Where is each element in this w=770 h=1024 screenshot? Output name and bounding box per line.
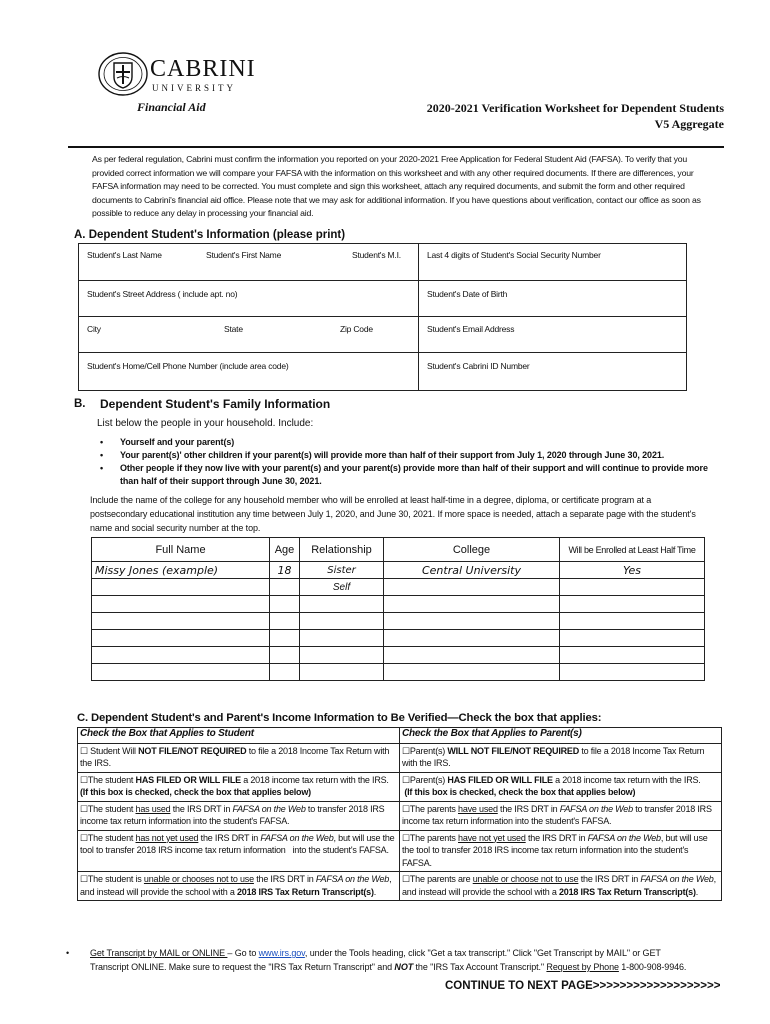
checkbox[interactable]: ☐ — [402, 774, 410, 785]
section-a-heading: A. Dependent Student's Information (please print) — [74, 229, 346, 241]
bullet: • — [66, 948, 70, 958]
example-enrolled: Yes — [560, 562, 705, 579]
transcript-instructions: • Get Transcript by MAIL or ONLINE – Go to www.irs.gov, under the Tools heading, click "Get a tax transcript." Click "Get Transcript by MAIL" or GET Transcript ONLINE. Make sure to request the "IRS Tax Return Transcript" and NOT the "IRS Tax Account Transcript." Request by Phone 1-800-908-9946. — [66, 948, 687, 972]
parent-unable-drt-option[interactable]: ☐The parents are unable or choose not to use the IRS DRT in FAFSA on the Web, and instead will provide the school with a 2018 IRS Tax Return Transcript(s). — [400, 872, 722, 901]
logo-wordmark: CABRINI — [150, 56, 256, 82]
checkbox[interactable]: ☐ — [402, 874, 410, 884]
example-college: Central University — [384, 562, 560, 579]
zip-code-field[interactable]: Zip Code — [340, 324, 373, 334]
income-verification-table — [77, 727, 722, 901]
table-header-row — [92, 538, 705, 562]
table-row[interactable] — [92, 664, 705, 681]
table-row — [78, 801, 722, 830]
date-of-birth-field[interactable]: Student's Date of Birth — [427, 289, 508, 299]
table-row — [92, 562, 705, 579]
student-not-file-option[interactable]: ☐ Student Will NOT FILE/NOT REQUIRED to file a 2018 Income Tax Return with the IRS. — [78, 743, 400, 772]
checkbox[interactable]: ☐ — [80, 874, 88, 884]
household-list-intro: List below the people in your household. Include: — [97, 418, 314, 429]
checkbox[interactable]: ☐ — [402, 832, 410, 843]
table-row — [78, 743, 722, 772]
title-line-1: 2020-2021 Verification Worksheet for Dependent Students — [426, 101, 724, 115]
parent-has-filed-option[interactable]: ☐Parent(s) HAS FILED OR WILL FILE a 2018 income tax return with the IRS. (If this box is checked, check the box that applies below) — [400, 772, 722, 801]
self-relationship: Self — [300, 579, 384, 596]
checkbox[interactable]: ☐ — [402, 745, 410, 756]
example-name: Missy Jones (example) — [92, 562, 270, 579]
email-field[interactable]: Student's Email Address — [427, 324, 515, 334]
table-row[interactable] — [92, 579, 705, 596]
logo-subtitle: UNIVERSITY — [152, 83, 236, 93]
ssn-last4-field[interactable]: Last 4 digits of Student's Social Security Number — [427, 250, 601, 260]
continue-next-page: CONTINUE TO NEXT PAGE>>>>>>>>>>>>>>>>>>> — [445, 980, 721, 992]
student-has-filed-option[interactable]: ☐The student HAS FILED OR WILL FILE a 2018 income tax return with the IRS. (If this box is checked, check the box that applies below) — [78, 772, 400, 801]
table-row — [78, 830, 722, 872]
parent-not-file-option[interactable]: ☐Parent(s) WILL NOT FILE/NOT REQUIRED to file a 2018 Income Tax Return with the IRS. — [400, 743, 722, 772]
street-address-field[interactable]: Student's Street Address ( include apt. no) — [87, 289, 238, 299]
intro-paragraph: As per federal regulation, Cabrini must confirm the information you reported on your 2020-2021 Free Application for Federal Student Aid (FAFSA). To verify that you provided correct information we will compare your FAFSA with the information on this worksheet and with any other required documents. If there are differences, your FAFSA information may need to be corrected. You must complete and sign this worksheet, attach any required documents, and submit the form and other required documents to Cabrini's financial aid office. Please note that we may ask for additional information. If you have questions about verification, contact our office as soon as possible to reduce any delay in processing your financial aid. — [92, 154, 701, 219]
household-table — [91, 537, 705, 681]
cabrini-id-field[interactable]: Student's Cabrini ID Number — [427, 361, 530, 371]
header-full-name: Full Name — [92, 538, 270, 562]
first-name-field[interactable]: Student's First Name — [206, 250, 282, 260]
list-item: • Other people if they now live with your parent(s) and your parent(s) provide more than half of their support and will continue to provide more than half of their support through June 30, 2021. — [100, 463, 708, 486]
department-label: Financial Aid — [137, 100, 206, 114]
student-info-table — [78, 243, 687, 391]
header-relationship: Relationship — [300, 538, 384, 562]
table-row[interactable] — [92, 647, 705, 664]
table-header-row — [78, 728, 722, 744]
student-used-drt-option[interactable]: ☐The student has used the IRS DRT in FAFSA on the Web to transfer 2018 IRS income tax return information into the student's FAFSA. — [78, 801, 400, 830]
middle-initial-field[interactable]: Student's M.I. — [352, 250, 401, 260]
checkbox[interactable]: ☐ — [402, 803, 410, 814]
checkbox[interactable]: ☐ — [80, 745, 88, 756]
header-college: College — [384, 538, 560, 562]
student-unable-drt-option[interactable]: ☐The student is unable or chooses not to use the IRS DRT in FAFSA on the Web, and instead will provide the school with a 2018 IRS Tax Return Transcript(s). — [78, 872, 400, 901]
table-row — [78, 872, 722, 901]
state-field[interactable]: State — [224, 324, 243, 334]
section-c-heading: C. Dependent Student's and Parent's Income Information to Be Verified—Check the box that applies: — [77, 712, 602, 724]
example-relationship: Sister — [300, 562, 384, 579]
irs-link[interactable]: www.irs.gov — [258, 948, 305, 958]
city-field[interactable]: City — [87, 324, 101, 334]
table-row — [78, 772, 722, 801]
college-note: Include the name of the college for any household member who will be enrolled at least half-time in a degree, diploma, or certificate program at a postsecondary educational institution any time between July 1, 2020, and June 30, 2021. If more space is needed, attach a separate page with the student's name and social security number at the top. — [90, 495, 696, 533]
table-row[interactable] — [92, 596, 705, 613]
section-b-heading: Dependent Student's Family Information — [100, 397, 331, 411]
student-will-use-drt-option[interactable]: ☐The student has not yet used the IRS DRT in FAFSA on the Web, but will use the tool to transfer 2018 IRS income tax return information into the student's FAFSA. — [78, 830, 400, 872]
parent-will-use-drt-option[interactable]: ☐The parents have not yet used the IRS DRT in FAFSA on the Web, but will use the tool to transfer 2018 IRS income tax return information into the student's FAFSA. — [400, 830, 722, 872]
header-enrolled: Will be Enrolled at Least Half Time — [560, 538, 705, 562]
cabrini-logo-icon — [97, 50, 149, 98]
list-item: • Yourself and your parent(s) — [100, 437, 235, 447]
header-divider — [68, 146, 724, 148]
header-age: Age — [270, 538, 300, 562]
title-line-2: V5 Aggregate — [654, 117, 724, 131]
last-name-field[interactable]: Student's Last Name — [87, 250, 162, 260]
list-item: • Your parent(s)' other children if your parent(s) will provide more than half of their support from July 1, 2020 through June 30, 2021. — [100, 450, 665, 460]
phone-field[interactable]: Student's Home/Cell Phone Number (include area code) — [87, 361, 289, 371]
household-include-list — [98, 436, 708, 488]
student-column-header: Check the Box that Applies to Student — [78, 728, 400, 744]
checkbox[interactable]: ☐ — [80, 832, 88, 843]
parent-used-drt-option[interactable]: ☐The parents have used the IRS DRT in FAFSA on the Web to transfer 2018 IRS income tax return information into the student's FAFSA. — [400, 801, 722, 830]
checkbox[interactable]: ☐ — [80, 803, 88, 814]
checkbox[interactable]: ☐ — [80, 774, 88, 785]
example-age: 18 — [270, 562, 300, 579]
section-b-letter: B. — [74, 398, 86, 410]
parent-column-header: Check the Box that Applies to Parent(s) — [400, 728, 722, 744]
document-title — [427, 100, 724, 132]
table-row[interactable] — [92, 613, 705, 630]
table-row[interactable] — [92, 630, 705, 647]
